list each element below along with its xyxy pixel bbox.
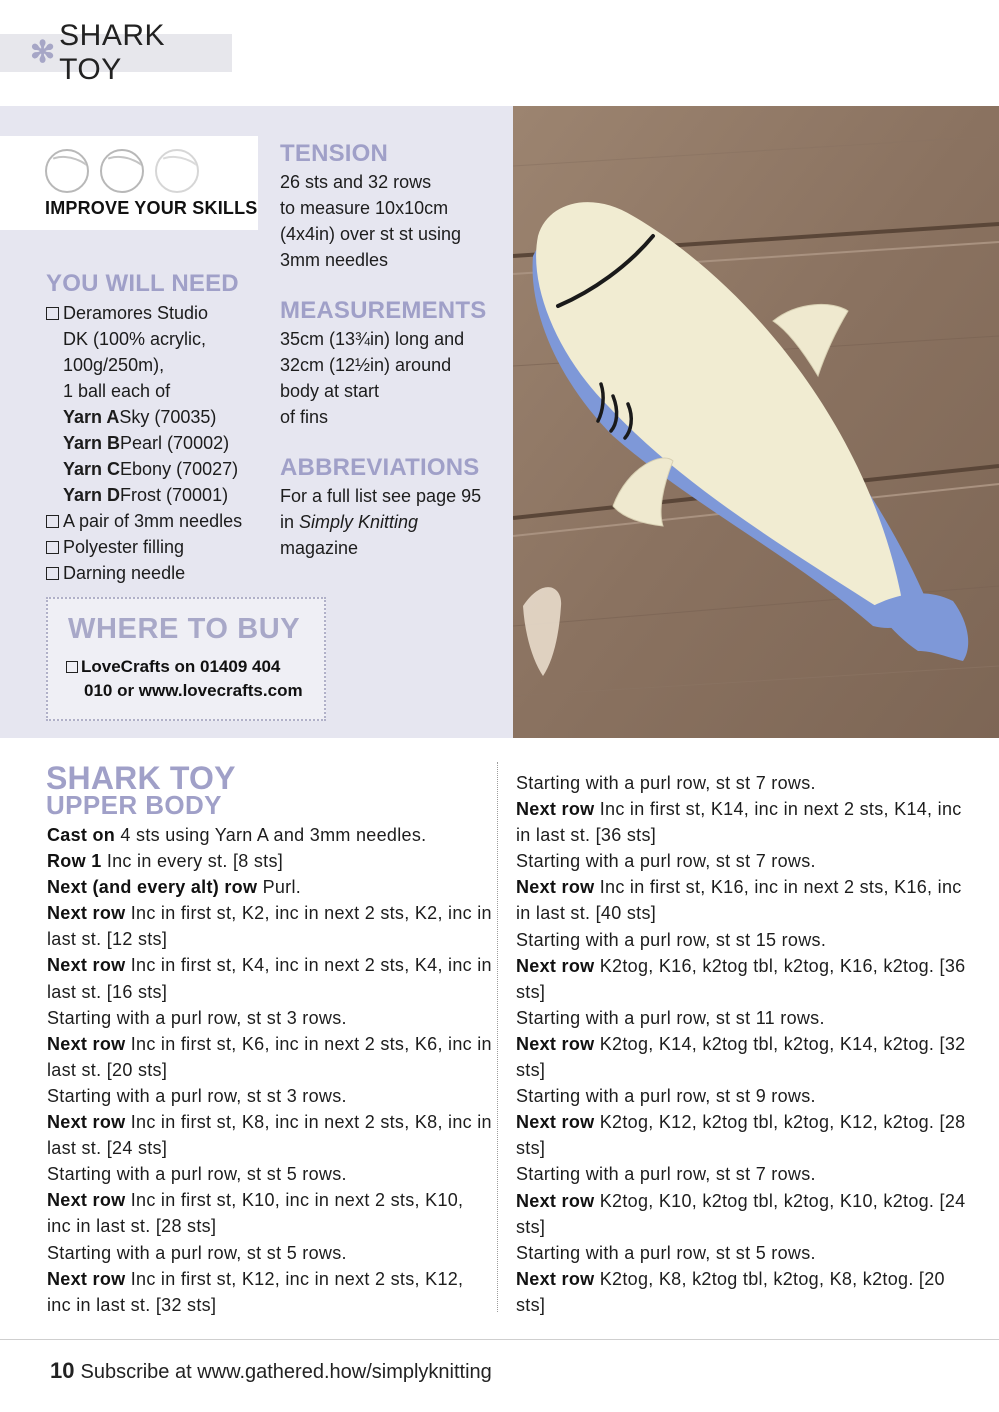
materials-list: [45, 300, 242, 586]
yarn-ball-icon: [100, 149, 144, 193]
list-item: Deramores Studio: [45, 300, 242, 326]
pattern-row: Starting with a purl row, st st 5 rows.: [47, 1242, 347, 1263]
yarn-ball-icon-faded: [155, 149, 199, 193]
abbreviations-text: For a full list see page 95 in Simply Knitting magazine: [280, 486, 482, 558]
pattern-subtitle: UPPER BODY: [46, 790, 222, 820]
list-item: 100g/250m),: [63, 355, 165, 375]
pattern-column-left: [47, 822, 492, 1318]
measurements-text: 35cm (13¾in) long and 32cm (12½in) around body at start of fins: [280, 329, 465, 427]
tension-text: 26 sts and 32 rows to measure 10x10cm (4x4in) over st st using 3mm needles: [280, 172, 462, 270]
skill-rating: [45, 149, 199, 193]
pattern-row: Cast on 4 sts using Yarn A and 3mm needles.: [47, 825, 427, 845]
pattern-row: Starting with a purl row, st st 3 rows.: [47, 1085, 347, 1106]
pattern-row: Next (and every alt) row Purl.: [47, 877, 302, 898]
pattern-row: Next row K2tog, K12, k2tog tbl, k2tog, K12, k2tog. [28 sts]: [516, 1112, 966, 1159]
page-title: SHARK TOY: [59, 19, 165, 86]
pattern-row: Starting with a purl row, st st 9 rows.: [516, 1086, 816, 1107]
footer-rule: [0, 1339, 999, 1340]
pattern-row: Starting with a purl row, st st 15 rows.: [516, 929, 827, 950]
tension-heading: TENSION: [280, 140, 389, 167]
pattern-row: Starting with a purl row, st st 11 rows.: [516, 1007, 825, 1028]
list-item: Polyester filling: [45, 534, 242, 560]
shark-illustration: [513, 106, 999, 738]
subscribe-text: Subscribe at www.gathered.how/simplyknitting: [80, 1361, 492, 1383]
column-divider: [497, 762, 498, 1312]
pattern-row: Next row K2tog, K16, k2tog tbl, k2tog, K16, k2tog. [36 sts]: [516, 955, 966, 1002]
where-to-buy-text: LoveCrafts on 01409 404 010 or www.lovecrafts.com: [66, 655, 303, 703]
pattern-row: Starting with a purl row, st st 5 rows.: [516, 1242, 816, 1263]
pattern-row: Row 1 Inc in every st. [8 sts]: [47, 851, 284, 872]
checkbox-icon: [46, 541, 59, 554]
asterisk-icon: ✻: [30, 36, 56, 69]
list-item: A pair of 3mm needles: [45, 508, 242, 534]
pattern-row: Next row Inc in first st, K6, inc in next 2 sts, K6, inc in last st. [20 sts]: [47, 1033, 492, 1080]
checkbox-icon: [66, 661, 78, 673]
pattern-row: Next row K2tog, K8, k2tog tbl, k2tog, K8, k2tog. [20 sts]: [516, 1268, 945, 1315]
list-item: DK (100% acrylic,: [63, 329, 207, 349]
pattern-row: Next row K2tog, K14, k2tog tbl, k2tog, K14, k2tog. [32 sts]: [516, 1033, 966, 1081]
pattern-row: Next row Inc in first st, K8, inc in next 2 sts, K8, inc in last st. [24 sts]: [47, 1112, 492, 1159]
shark-photo: [513, 106, 999, 738]
pattern-title: SHARK TOY: [46, 760, 236, 796]
pattern-row: Starting with a purl row, st st 5 rows.: [47, 1164, 347, 1185]
checkbox-icon: [46, 515, 59, 528]
footer: [50, 1358, 492, 1384]
yarn-item: Yarn B Pearl (70002): [63, 433, 230, 453]
pattern-row: Starting with a purl row, st st 7 rows.: [516, 851, 816, 872]
pattern-row: Next row Inc in first st, K10, inc in next 2 sts, K10, inc in last st. [28 sts]: [47, 1190, 464, 1237]
pattern-column-right: [516, 770, 966, 1318]
pattern-row: Next row Inc in first st, K2, inc in next 2 sts, K2, inc in last st. [12 sts]: [47, 903, 492, 950]
where-to-buy-heading: WHERE TO BUY: [68, 613, 301, 645]
measurements-heading: MEASUREMENTS: [280, 297, 487, 324]
pattern-row: Starting with a purl row, st st 7 rows.: [516, 773, 816, 793]
list-item: 1 ball each of: [63, 381, 171, 401]
you-will-need-heading: YOU WILL NEED: [46, 270, 239, 297]
pattern-row: Next row Inc in first st, K14, inc in next 2 sts, K14, inc in last st. [36 sts]: [516, 799, 962, 846]
abbreviations-heading: ABBREVIATIONS: [280, 454, 480, 481]
pattern-row: Starting with a purl row, st st 7 rows.: [516, 1164, 816, 1185]
pattern-row: Next row Inc in first st, K4, inc in next 2 sts, K4, inc in last st. [16 sts]: [47, 955, 492, 1002]
where-to-buy-box: [46, 597, 326, 721]
yarn-item: Yarn C Ebony (70027): [63, 459, 239, 479]
yarn-item: Yarn A Sky (70035): [63, 407, 217, 427]
list-item: Darning needle: [45, 560, 242, 586]
yarn-item: Yarn D Frost (70001): [63, 485, 229, 505]
header-tab: [0, 19, 232, 86]
skill-level-label: IMPROVE YOUR SKILLS: [45, 198, 258, 218]
pattern-row: Next row Inc in first st, K12, inc in next 2 sts, K12, inc in last st. [32 sts]: [47, 1268, 464, 1315]
checkbox-icon: [46, 307, 59, 320]
pattern-row: Next row Inc in first st, K16, inc in next 2 sts, K16, inc in last st. [40 sts]: [516, 877, 962, 924]
pattern-row: Starting with a purl row, st st 3 rows.: [47, 1007, 347, 1028]
pattern-row: Next row K2tog, K10, k2tog tbl, k2tog, K10, k2tog. [24 sts]: [516, 1190, 966, 1237]
checkbox-icon: [46, 567, 59, 580]
page-number: 10: [50, 1358, 75, 1383]
yarn-ball-icon: [45, 149, 89, 193]
